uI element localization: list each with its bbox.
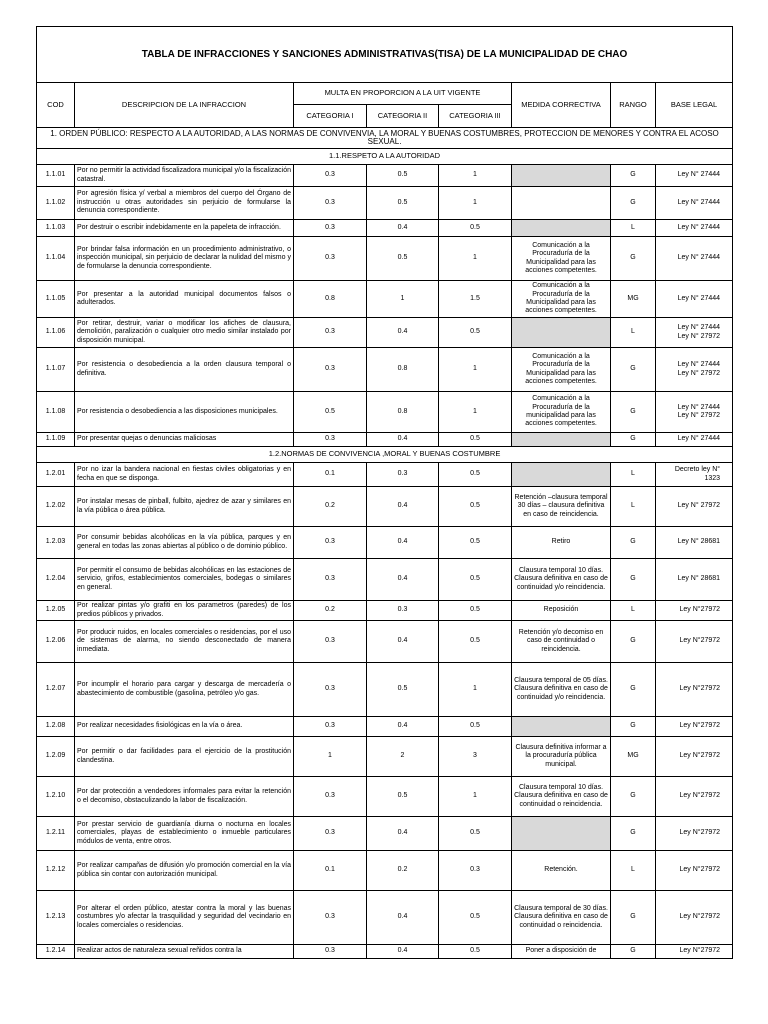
row-medida-correctiva: Comunicación a la Procuraduría de la Municipalidad para las acciones competentes. (512, 281, 611, 318)
infractions-sheet (36, 26, 732, 959)
row-categoria-1: 0.1 (294, 463, 367, 487)
row-description: Por realizar necesidades fisiológicas en la vía o área. (75, 717, 294, 737)
row-code: 1.1.08 (37, 392, 75, 433)
row-description: Por retirar, destruir, variar o modificar los afiches de clausura, demolición, paralización o cualquier otro medio similar instalado por disposición municipal. (75, 318, 294, 348)
row-medida-correctiva: Comunicación a la Procuraduría de la Municipalidad para las acciones competentes. (512, 237, 611, 281)
row-rango: G (611, 777, 656, 817)
row-code: 1.1.03 (37, 220, 75, 237)
row-categoria-1: 0.3 (294, 165, 367, 187)
row-rango: G (611, 392, 656, 433)
row-categoria-2: 0.8 (367, 392, 439, 433)
row-rango: G (611, 187, 656, 220)
row-description: Por permitir o dar facilidades para el ejercicio de la prostitución clandestina. (75, 737, 294, 777)
row-categoria-3: 0.5 (439, 717, 512, 737)
row-categoria-3: 0.3 (439, 851, 512, 891)
row-categoria-1: 0.3 (294, 717, 367, 737)
row-base-legal: Ley N°27972 (656, 601, 733, 621)
row-medida-correctiva (512, 220, 611, 237)
row-medida-correctiva: Retención –clausura temporal 30 días – clausura definitiva en caso de reincidencia. (512, 487, 611, 527)
row-description: Por resistencia o desobediencia a la orden clausura temporal o definitiva. (75, 348, 294, 392)
row-description: Por no izar la bandera nacional en fiestas civiles obligatorias y en fecha en que se disponga. (75, 463, 294, 487)
row-categoria-3: 0.5 (439, 318, 512, 348)
row-categoria-2: 2 (367, 737, 439, 777)
subsection-heading: 1.2.NORMAS DE CONVIVENCIA ,MORAL Y BUENAS COSTUMBRE (37, 447, 733, 463)
row-categoria-3: 0.5 (439, 220, 512, 237)
row-categoria-1: 0.2 (294, 487, 367, 527)
row-base-legal: Ley N° 27444 Ley N° 27972 (656, 392, 733, 433)
row-categoria-1: 0.3 (294, 318, 367, 348)
row-rango: G (611, 165, 656, 187)
row-categoria-2: 0.4 (367, 559, 439, 601)
row-rango: L (611, 851, 656, 891)
row-medida-correctiva: Clausura temporal de 05 días. Clausura definitiva en caso de continuidad y/o reincidencia. (512, 663, 611, 717)
table-row (37, 663, 733, 717)
row-base-legal: Ley N°27972 (656, 777, 733, 817)
row-categoria-2: 0.5 (367, 165, 439, 187)
row-rango: G (611, 621, 656, 663)
row-categoria-1: 0.3 (294, 348, 367, 392)
row-description: Por producir ruidos, en locales comerciales o residencias, por el uso de sistemas de alarma, no siendo desconectado de manera inmediata. (75, 621, 294, 663)
row-categoria-2: 0.5 (367, 237, 439, 281)
row-categoria-2: 0.4 (367, 433, 439, 447)
row-categoria-3: 0.5 (439, 945, 512, 959)
row-code: 1.2.05 (37, 601, 75, 621)
table-row (37, 348, 733, 392)
row-base-legal: Ley N°27972 (656, 663, 733, 717)
row-rango: G (611, 527, 656, 559)
row-rango: G (611, 945, 656, 959)
row-categoria-2: 0.4 (367, 945, 439, 959)
header-base-legal: BASE LEGAL (656, 83, 733, 128)
row-base-legal: Ley N° 27444 (656, 165, 733, 187)
row-base-legal: Ley N° 27972 (656, 487, 733, 527)
row-categoria-1: 0.3 (294, 663, 367, 717)
row-categoria-3: 0.5 (439, 891, 512, 945)
row-base-legal: Ley N° 28681 (656, 527, 733, 559)
row-code: 1.1.01 (37, 165, 75, 187)
row-base-legal: Ley N°27972 (656, 945, 733, 959)
row-categoria-1: 0.3 (294, 777, 367, 817)
row-code: 1.2.13 (37, 891, 75, 945)
row-description: Por presentar quejas o denuncias maliciosas (75, 433, 294, 447)
row-categoria-2: 0.4 (367, 220, 439, 237)
header-medida: MEDIDA CORRECTIVA (512, 83, 611, 128)
row-description: Por permitir el consumo de bebidas alcohólicas en las estaciones de servicio, grifos, establecimientos comerciales, bodegas o similares en general. (75, 559, 294, 601)
row-categoria-3: 1.5 (439, 281, 512, 318)
row-code: 1.1.06 (37, 318, 75, 348)
table-row (37, 851, 733, 891)
row-description: Por prestar servicio de guardianía diurna o nocturna en locales comerciales, playas de establecimiento o inmueble particulares módulos de venta, entre otros. (75, 817, 294, 851)
row-categoria-3: 3 (439, 737, 512, 777)
row-categoria-3: 0.5 (439, 621, 512, 663)
row-medida-correctiva (512, 165, 611, 187)
row-medida-correctiva: Retención y/o decomiso en caso de continuidad o reincidencia. (512, 621, 611, 663)
row-medida-correctiva: Clausura temporal 10 días. Clausura definitiva en caso de continuidad y/o reincidencia. (512, 559, 611, 601)
row-categoria-1: 0.3 (294, 527, 367, 559)
header-multa: MULTA EN PROPORCION A LA UIT VIGENTE (294, 83, 512, 105)
row-code: 1.2.03 (37, 527, 75, 559)
row-base-legal: Ley N°27972 (656, 851, 733, 891)
row-categoria-1: 0.3 (294, 817, 367, 851)
row-medida-correctiva: Clausura definitiva informar a la procuraduría pública municipal. (512, 737, 611, 777)
row-categoria-2: 0.4 (367, 717, 439, 737)
row-rango: G (611, 663, 656, 717)
row-description: Por alterar el orden público, atestar contra la moral y las buenas costumbres y/o afectar la trasquilidad y seguridad del vecindario en locales comerciales o residencias. (75, 891, 294, 945)
row-categoria-1: 0.3 (294, 433, 367, 447)
header-rango: RANGO (611, 83, 656, 128)
row-rango: L (611, 601, 656, 621)
table-row (37, 220, 733, 237)
row-code: 1.2.12 (37, 851, 75, 891)
row-description: Por realizar pintas y/o grafiti en los parametros (paredes) de los predios públicos y privados. (75, 601, 294, 621)
row-code: 1.2.14 (37, 945, 75, 959)
row-categoria-2: 0.4 (367, 487, 439, 527)
row-medida-correctiva: Retención. (512, 851, 611, 891)
row-categoria-3: 0.5 (439, 601, 512, 621)
row-categoria-2: 0.8 (367, 348, 439, 392)
row-categoria-3: 0.5 (439, 527, 512, 559)
row-base-legal: Ley N°27972 (656, 737, 733, 777)
row-description: Por brindar falsa información en un procedimiento administrativo, o inspección municipal, sin perjuicio de declarar la nulidad del mismo y de formularse la denuncia correspondiente. (75, 237, 294, 281)
row-categoria-1: 0.3 (294, 891, 367, 945)
row-categoria-3: 1 (439, 777, 512, 817)
row-rango: G (611, 559, 656, 601)
table-row (37, 433, 733, 447)
row-categoria-1: 0.3 (294, 220, 367, 237)
row-code: 1.2.09 (37, 737, 75, 777)
row-base-legal: Ley N° 27444 Ley N° 27972 (656, 318, 733, 348)
page-title: TABLA DE INFRACCIONES Y SANCIONES ADMINISTRATIVAS(TISA) DE LA MUNICIPALIDAD DE CHAO (37, 27, 733, 83)
row-description: Realizar actos de naturaleza sexual reñidos contra la (75, 945, 294, 959)
row-medida-correctiva: Reposición (512, 601, 611, 621)
table-row (37, 318, 733, 348)
row-rango: L (611, 318, 656, 348)
row-categoria-2: 0.5 (367, 663, 439, 717)
row-code: 1.2.01 (37, 463, 75, 487)
row-categoria-2: 0.4 (367, 817, 439, 851)
row-rango: G (611, 237, 656, 281)
row-rango: L (611, 463, 656, 487)
header-categoria-3: CATEGORIA III (439, 105, 512, 128)
row-medida-correctiva: Clausura temporal de 30 días. Clausura definitiva en caso de continuidad o reincidencia. (512, 891, 611, 945)
row-categoria-2: 1 (367, 281, 439, 318)
row-categoria-1: 0.1 (294, 851, 367, 891)
table-row (37, 817, 733, 851)
row-medida-correctiva (512, 463, 611, 487)
row-rango: L (611, 220, 656, 237)
table-row (37, 463, 733, 487)
row-medida-correctiva (512, 318, 611, 348)
row-code: 1.2.04 (37, 559, 75, 601)
table-row (37, 621, 733, 663)
row-rango: L (611, 487, 656, 527)
row-rango: G (611, 348, 656, 392)
row-categoria-1: 0.5 (294, 392, 367, 433)
table-row (37, 601, 733, 621)
row-categoria-3: 1 (439, 348, 512, 392)
row-code: 1.1.07 (37, 348, 75, 392)
row-rango: MG (611, 281, 656, 318)
row-medida-correctiva: Retiro (512, 527, 611, 559)
row-base-legal: Ley N° 27444 (656, 433, 733, 447)
row-medida-correctiva (512, 433, 611, 447)
row-code: 1.1.02 (37, 187, 75, 220)
row-categoria-2: 0.4 (367, 621, 439, 663)
table-row (37, 559, 733, 601)
table-row (37, 891, 733, 945)
row-categoria-3: 0.5 (439, 463, 512, 487)
row-medida-correctiva: Comunicación a la Procuraduría de la municipalidad para las acciones competentes. (512, 392, 611, 433)
row-description: Por agresión física y/ verbal a miembros del cuerpo del Órgano de instrucción u otras autoridades sin perjuicio de formularse la denuncia correspondiente. (75, 187, 294, 220)
row-base-legal: Ley N°27972 (656, 717, 733, 737)
row-base-legal: Ley N° 27444 (656, 220, 733, 237)
table-row (37, 717, 733, 737)
row-base-legal: Ley N°27972 (656, 621, 733, 663)
row-categoria-1: 0.3 (294, 187, 367, 220)
header-descripcion: DESCRIPCION DE LA INFRACCION (75, 83, 294, 128)
header-categoria-1: CATEGORIA I (294, 105, 367, 128)
subsection-heading: 1.1.RESPETO A LA AUTORIDAD (37, 149, 733, 165)
row-categoria-1: 1 (294, 737, 367, 777)
table-row (37, 487, 733, 527)
row-description: Por presentar a la autoridad municipal documentos falsos o adulterados. (75, 281, 294, 318)
row-code: 1.2.06 (37, 621, 75, 663)
row-categoria-3: 1 (439, 237, 512, 281)
row-base-legal: Ley N°27972 (656, 891, 733, 945)
row-categoria-1: 0.3 (294, 559, 367, 601)
row-base-legal: Decreto ley N° 1323 (656, 463, 733, 487)
row-categoria-2: 0.4 (367, 318, 439, 348)
row-base-legal: Ley N° 27444 Ley N° 27972 (656, 348, 733, 392)
row-medida-correctiva: Clausura temporal 10 días. Clausura definitiva en caso de continuidad o reincidencia. (512, 777, 611, 817)
row-code: 1.1.04 (37, 237, 75, 281)
row-code: 1.1.09 (37, 433, 75, 447)
row-base-legal: Ley N° 27444 (656, 281, 733, 318)
row-description: Por no permitir la actividad fiscalizadora municipal y/o la fiscalización catastral. (75, 165, 294, 187)
table-row (37, 737, 733, 777)
row-description: Por consumir bebidas alcohólicas en la vía pública, parques y en general en todas las zonas abiertas al público o de dominio público. (75, 527, 294, 559)
row-code: 1.2.07 (37, 663, 75, 717)
row-description: Por resistencia o desobediencia a las disposiciones municipales. (75, 392, 294, 433)
row-categoria-2: 0.3 (367, 601, 439, 621)
row-categoria-3: 0.5 (439, 817, 512, 851)
table-row (37, 281, 733, 318)
row-description: Por dar protección a vendedores informales para evitar la retención o el decomiso, obstaculizando la labor de fiscalización. (75, 777, 294, 817)
section-heading: 1. ORDEN PÚBLICO: RESPECTO A LA AUTORIDAD, A LAS NORMAS DE CONVIVENVIA, LA MORAL Y BUENAS COSTUMBRES, PROTECCION DE MENORES Y CONTRA EL ACOSO SEXUAL. (37, 128, 733, 149)
row-medida-correctiva: Comunicación a la Procuraduría de la Municipalidad para las acciones competentes. (512, 348, 611, 392)
row-base-legal: Ley N° 27444 (656, 237, 733, 281)
infractions-table (36, 26, 733, 959)
row-medida-correctiva (512, 717, 611, 737)
row-categoria-2: 0.5 (367, 777, 439, 817)
row-rango: G (611, 717, 656, 737)
row-categoria-3: 1 (439, 663, 512, 717)
row-code: 1.2.08 (37, 717, 75, 737)
row-medida-correctiva (512, 187, 611, 220)
row-rango: MG (611, 737, 656, 777)
row-medida-correctiva: Poner a disposición de (512, 945, 611, 959)
row-categoria-3: 0.5 (439, 559, 512, 601)
row-code: 1.2.02 (37, 487, 75, 527)
row-categoria-3: 1 (439, 392, 512, 433)
row-categoria-3: 1 (439, 187, 512, 220)
table-row (37, 945, 733, 959)
row-categoria-1: 0.2 (294, 601, 367, 621)
row-categoria-3: 1 (439, 165, 512, 187)
row-code: 1.2.11 (37, 817, 75, 851)
row-categoria-1: 0.8 (294, 281, 367, 318)
row-description: Por incumplir el horario para cargar y descarga de mercadería o abastecimiento de combustible (gasolina, petróleo y/o gas. (75, 663, 294, 717)
row-categoria-2: 0.5 (367, 187, 439, 220)
row-base-legal: Ley N°27972 (656, 817, 733, 851)
row-categoria-2: 0.2 (367, 851, 439, 891)
row-rango: G (611, 433, 656, 447)
row-categoria-1: 0.3 (294, 945, 367, 959)
header-cod: COD (37, 83, 75, 128)
row-description: Por realizar campañas de difusión y/o promoción comercial en la vía pública sin contar con autorización municipal. (75, 851, 294, 891)
row-code: 1.2.10 (37, 777, 75, 817)
table-row (37, 237, 733, 281)
table-row (37, 165, 733, 187)
row-description: Por instalar mesas de pinball, fulbito, ajedrez de azar y similares en la vía pública o área pública. (75, 487, 294, 527)
row-base-legal: Ley N° 28681 (656, 559, 733, 601)
row-categoria-1: 0.3 (294, 237, 367, 281)
table-row (37, 777, 733, 817)
row-description: Por destruir o escribir indebidamente en la papeleta de infracción. (75, 220, 294, 237)
table-row (37, 527, 733, 559)
table-row (37, 392, 733, 433)
row-categoria-3: 0.5 (439, 487, 512, 527)
table-row (37, 187, 733, 220)
row-code: 1.1.05 (37, 281, 75, 318)
row-rango: G (611, 817, 656, 851)
row-categoria-1: 0.3 (294, 621, 367, 663)
header-categoria-2: CATEGORIA II (367, 105, 439, 128)
row-categoria-2: 0.3 (367, 463, 439, 487)
row-medida-correctiva (512, 817, 611, 851)
row-rango: G (611, 891, 656, 945)
row-categoria-3: 0.5 (439, 433, 512, 447)
row-categoria-2: 0.4 (367, 891, 439, 945)
row-base-legal: Ley N° 27444 (656, 187, 733, 220)
row-categoria-2: 0.4 (367, 527, 439, 559)
